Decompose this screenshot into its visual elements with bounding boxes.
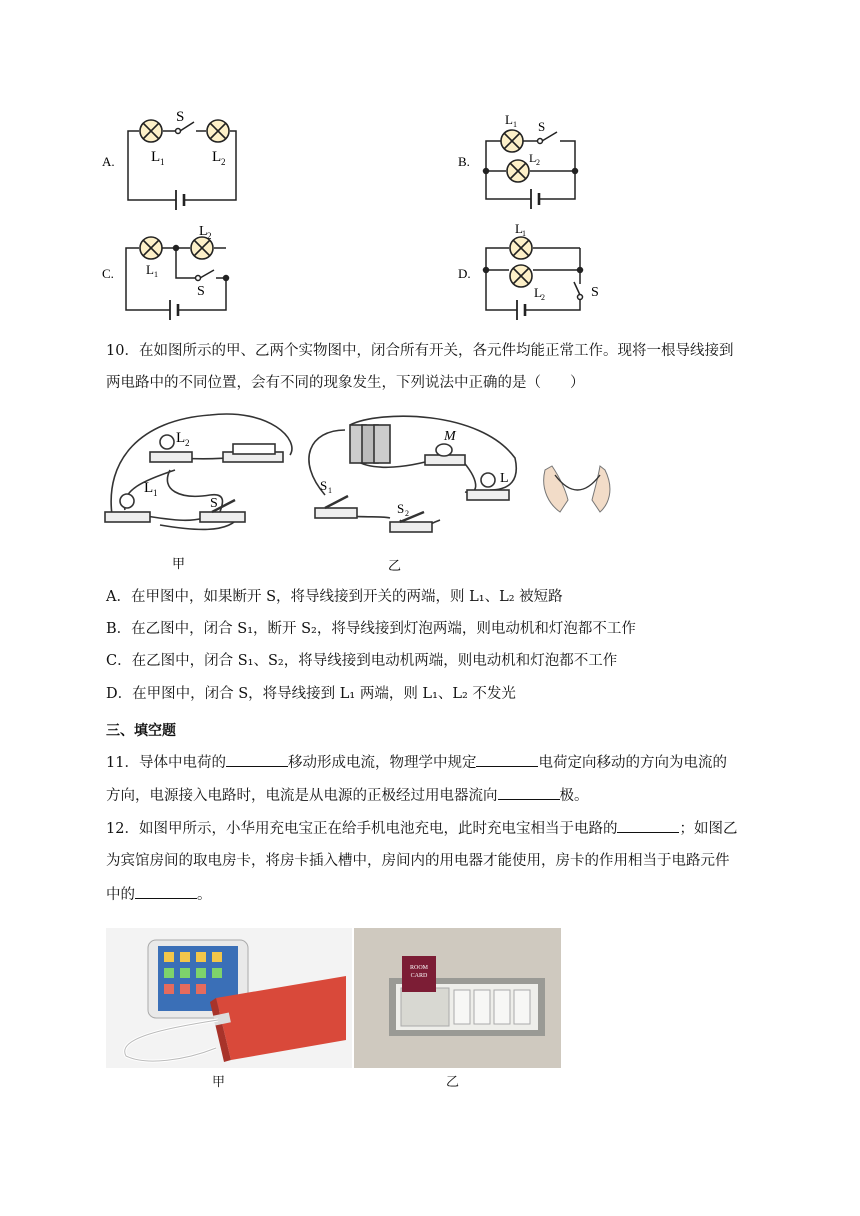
svg-text:L: L [534, 285, 542, 300]
svg-text:ROOM: ROOM [409, 965, 429, 971]
circuit-a [128, 120, 236, 210]
svg-text:L: L [500, 471, 509, 486]
svg-text:2: 2 [541, 293, 545, 302]
circuit-b [484, 130, 578, 209]
svg-text:L: L [144, 480, 154, 496]
svg-text:1: 1 [513, 120, 517, 129]
circuit-b-label: B. [458, 154, 470, 169]
svg-text:L: L [146, 262, 154, 277]
q10-option-a: A．在甲图中，如果断开 S，将导线接到开关的两端，则 L₁、L₂ 被短路 [106, 589, 563, 605]
q10-stem-line1: 10．在如图所示的甲、乙两个实物图中，闭合所有开关，各元件均能正常工作。现将一根导线接到 [106, 343, 734, 359]
svg-text:1: 1 [522, 229, 526, 238]
photo-caption-jia: 甲 [212, 1075, 226, 1090]
svg-text:1: 1 [160, 157, 165, 167]
svg-text:L: L [151, 149, 161, 165]
photo-caption-yi: 乙 [446, 1075, 460, 1090]
svg-text:2: 2 [536, 158, 540, 167]
section-heading: 三、填空题 [106, 723, 176, 739]
figure-yi [309, 416, 516, 532]
svg-text:S: S [176, 109, 185, 125]
figure-jia [105, 414, 292, 529]
q10-option-d: D．在甲图中，闭合 S，将导线接到 L₁ 两端，则 L₁、L₂ 不发光 [106, 686, 516, 702]
svg-text:CARD: CARD [410, 973, 428, 979]
svg-text:2: 2 [207, 231, 212, 241]
q12-photos [106, 928, 561, 1068]
q12-blank-1[interactable] [617, 818, 679, 833]
svg-text:S: S [397, 501, 405, 516]
q11-blank-3[interactable] [498, 785, 560, 800]
svg-text:L: L [505, 112, 513, 127]
svg-text:2: 2 [405, 509, 409, 518]
svg-text:L: L [199, 224, 208, 239]
q11-blank-2[interactable] [476, 752, 538, 767]
svg-text:L: L [176, 430, 186, 446]
svg-text:L: L [212, 149, 222, 165]
svg-text:S: S [210, 496, 218, 511]
q12-line2: 为宾馆房间的取电房卡，将房卡插入槽中，房间内的用电器才能使用，房卡的作用相当于电路元件 [106, 853, 730, 869]
circuit-c [126, 237, 229, 320]
q10-option-b: B．在乙图中，闭合 S₁，断开 S₂，将导线接到灯泡两端，则电动机和灯泡都不工作 [106, 621, 636, 637]
circuit-c-label: C. [102, 266, 114, 281]
svg-text:乙: 乙 [388, 558, 402, 573]
svg-text:L: L [529, 151, 537, 165]
q11-blank-1[interactable] [226, 752, 288, 767]
q9-circuits [0, 0, 860, 320]
svg-text:S: S [320, 478, 328, 493]
svg-text:S: S [591, 285, 599, 300]
svg-text:1: 1 [154, 270, 158, 279]
svg-text:2: 2 [221, 157, 226, 167]
q11-line1: 11．导体中电荷的 移动形成电流，物理学中规定 电荷定向移动的方向为电流的 [106, 752, 727, 773]
svg-text:L: L [515, 221, 523, 236]
svg-text:S: S [197, 284, 205, 299]
q10-stem-line2: 两电路中的不同位置，会有不同的现象发生，下列说法中正确的是（ ） [106, 375, 585, 391]
q10-option-c: C．在乙图中，闭合 S₁、S₂，将导线接到电动机两端，则电动机和灯泡都不工作 [106, 653, 618, 669]
q12-line3: 中的 。 [106, 884, 212, 905]
svg-text:2: 2 [185, 438, 190, 448]
circuit-d-label: D. [458, 266, 471, 281]
circuit-d [484, 237, 583, 320]
q12-blank-2[interactable] [135, 884, 197, 899]
svg-text:甲: 甲 [172, 556, 186, 571]
hands-with-wire [544, 466, 610, 512]
svg-text:1: 1 [153, 488, 158, 498]
circuit-a-label: A. [102, 154, 115, 169]
svg-text:S: S [538, 119, 546, 134]
q10-figures [100, 400, 640, 575]
svg-text:M: M [444, 429, 456, 444]
q11-line2: 方向，电源接入电路时，电流是从电源的正极经过用电器流向 极。 [106, 785, 589, 806]
q12-line1: 12．如图甲所示，小华用充电宝正在给手机电池充电，此时充电宝相当于电路的 ；如图乙 [106, 818, 737, 839]
svg-text:1: 1 [328, 486, 332, 495]
